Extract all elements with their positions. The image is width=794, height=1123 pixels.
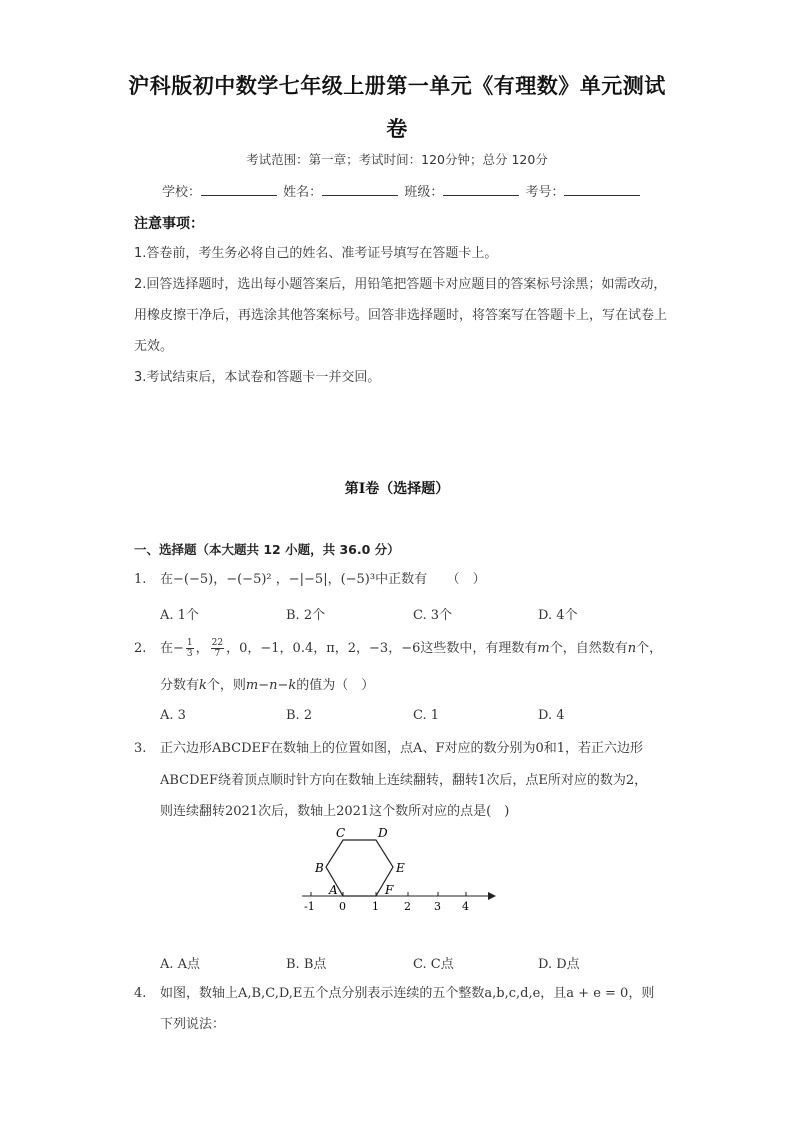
notice-title: 注意事项： — [134, 216, 204, 232]
q3-option-a: A. A点 — [160, 957, 201, 972]
notice-item-1: 1.答卷前，考生务必将自己的姓名、准考证号填写在答题卡上。 — [134, 246, 498, 261]
q2-prefix: 在− — [160, 641, 184, 656]
question-2-text-line1: 在− $\frac{1}{3}$ ， $\frac{22}{7}$ ，0，−1，0.4，π，2，−3，−6这些数中，有理数有m个，自然数有n个， — [160, 638, 663, 659]
q1-option-a: A. 1个 — [160, 608, 199, 623]
tick-label: 4 — [462, 900, 469, 913]
class-label: 班级： — [404, 185, 444, 200]
question-number: 1. — [134, 572, 147, 587]
q2-line2-suffix: 的值为（ ） — [296, 678, 375, 693]
page-title-continued: 卷 — [386, 117, 408, 141]
vertex-label-f: F — [385, 883, 394, 897]
question-3-line3: 则连续翻转2021次后，数轴上2021这个数所对应的点是( ) — [160, 804, 510, 819]
q2-line2-prefix: 分数有 — [160, 678, 200, 693]
q2-line2-mid: 个，则 — [206, 678, 246, 693]
question-4-line1: 如图，数轴上A,B,C,D,E五个点分别表示连续的五个整数a,b,c,d,e，且a + e = 0，则 — [160, 986, 655, 1001]
hexagon-number-line-figure — [296, 822, 496, 918]
student-info-row — [162, 181, 682, 200]
q1-option-d: D. 4个 — [538, 608, 578, 623]
question-number: 2. — [134, 641, 147, 656]
vertex-label-b: B — [315, 861, 324, 875]
question-3-line2: ABCDEF绕着顶点顺时针方向在数轴上连续翻转，翻转1次后，点E所对应的数为2， — [160, 773, 648, 788]
vertex-label-a: A — [329, 883, 338, 897]
vertex-label-e: E — [396, 861, 405, 875]
name-label: 姓名： — [283, 185, 323, 200]
tick-label: 0 — [339, 900, 346, 913]
q1-expression: −(−5)，−(−5)² ，−|−5|，(−5)³ — [173, 572, 376, 587]
q2-option-c: C. 1 — [413, 708, 440, 723]
q1-prefix: 在 — [160, 572, 174, 587]
number-blank — [564, 183, 640, 196]
q1-suffix: 中正数有 （ ） — [375, 572, 486, 587]
name-blank — [322, 183, 398, 196]
class-blank — [443, 183, 519, 196]
page-title: 沪科版初中数学七年级上册第一单元《有理数》单元测试 — [128, 74, 666, 98]
tick-label: 3 — [434, 900, 441, 913]
number-label: 考号： — [525, 185, 565, 200]
q3-option-c: C. C点 — [413, 957, 454, 972]
q2-expression: m−n−k — [245, 678, 297, 693]
q1-option-b: B. 2个 — [286, 608, 326, 623]
tick-label: 2 — [404, 900, 411, 913]
var-k: k — [199, 678, 207, 693]
q2-mid2: 个，自然数有 — [549, 641, 628, 656]
fraction-22-7: $\frac{22}{7}$ — [211, 638, 224, 659]
question-number: 3. — [134, 741, 147, 756]
question-number: 4. — [134, 986, 147, 1001]
q2-option-b: B. 2 — [286, 708, 313, 723]
vertex-label-c: C — [336, 826, 346, 840]
var-n: n — [627, 641, 637, 656]
question-2-text-line2 — [160, 669, 672, 703]
notice-item-3: 3.考试结束后，本试卷和答题卡一并交回。 — [134, 370, 381, 385]
var-m: m — [537, 641, 550, 656]
axis-arrow-icon — [488, 892, 496, 900]
q3-option-d: D. D点 — [538, 957, 580, 972]
school-label: 学校： — [162, 185, 202, 200]
fraction-one-third: $\frac{1}{3}$ — [186, 638, 193, 659]
q2-option-a: A. 3 — [160, 708, 186, 723]
tick-label: 1 — [372, 900, 379, 913]
question-1-text — [160, 563, 672, 597]
vertex-label-d: D — [378, 826, 388, 840]
question-3-line1: 正六边形ABCDEF在数轴上的位置如图，点A、F对应的数分别为0和1，若正六边形 — [160, 741, 644, 756]
part-title: 一、选择题（本大题共 12 小题，共 36.0 分） — [134, 542, 400, 557]
q2-mid3: 个， — [636, 641, 663, 656]
q2-option-d: D. 4 — [538, 708, 565, 723]
exam-info: 考试范围：第一章；考试时间：120分钟；总分 120分 — [246, 152, 548, 167]
school-blank — [201, 183, 277, 196]
question-4-line2: 下列说法： — [160, 1017, 226, 1032]
q2-middle: ，0，−1，0.4，π，2，−3，−6这些数中，有理数有 — [226, 641, 538, 656]
q3-option-b: B. B点 — [286, 957, 327, 972]
notice-item-2: 2.回答选择题时，选出每小题答案后，用铅笔把答题卡对应题目的答案标号涂黑；如需改动，用橡皮擦干净后，再选涂其他答案标号。回答非选择题时，将答案写在答题卡上，写在试卷上无效。 — [134, 277, 668, 354]
q1-option-c: C. 3个 — [413, 608, 453, 623]
tick-label: -1 — [304, 900, 315, 913]
section-title: 第Ⅰ卷（选择题） — [344, 481, 450, 497]
